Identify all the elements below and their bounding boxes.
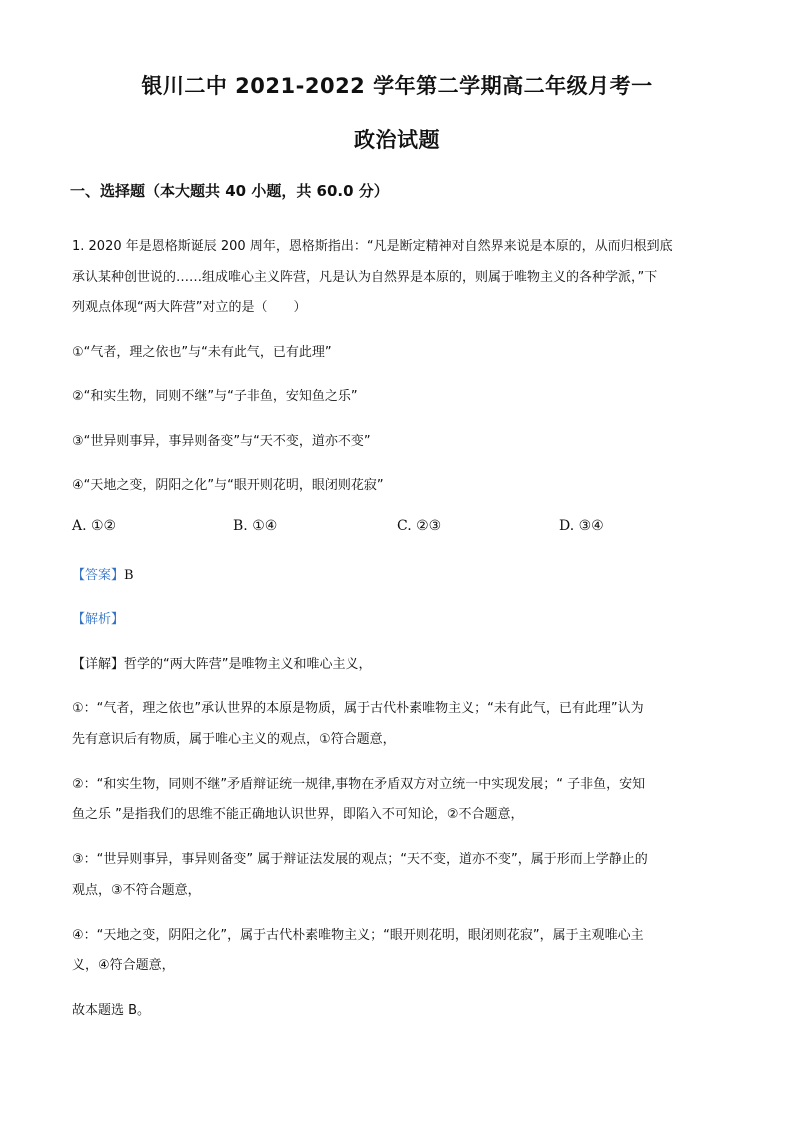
conclusion: 故本题选 B。 [72, 1003, 151, 1018]
question-item: ③“世异则事异，事异则备变”与“天不变，道亦不变” [72, 434, 371, 449]
question-item: ②“和实生物，同则不继”与“子非鱼，安知鱼之乐” [72, 389, 358, 404]
question-stem-line: 列观点体现“两大阵营”对立的是（ ） [72, 300, 307, 315]
section-heading: 一、选择题（本大题共 40 小题，共 60.0 分） [70, 182, 389, 200]
answer-tag: 【答案】 [72, 568, 125, 583]
answer-value: B [124, 568, 134, 583]
question-item: ④“天地之变，阴阳之化”与“眼开则花明，眼闭则花寂” [72, 478, 384, 493]
question-item: ①“气者，理之依也”与“未有此气，已有此理” [72, 345, 332, 360]
option-c: C. ②③ [397, 518, 442, 534]
question-stem-line: 承认某种创世说的……组成唯心主义阵营，凡是认为自然界是本原的，则属于唯物主义的各种学派，”下 [72, 270, 658, 285]
detail-line: 义，④符合题意， [72, 958, 175, 973]
detail-line: ②：“和实生物，同则不继”矛盾辩证统一规律,事物在矛盾双方对立统一中实现发展；“ 子非鱼，安知 [72, 777, 646, 792]
detail-line: 先有意识后有物质，属于唯心主义的观点，①符合题意， [72, 732, 396, 747]
detail-line: ③：“世异则事异，事异则备变” 属于辩证法发展的观点；“天不变，道亦不变”，属于形而上学静止的 [72, 852, 648, 867]
detail-tag: 【详解】 [72, 657, 125, 672]
detail-line: 鱼之乐 ”是指我们的思维不能正确地认识世界，即陷入不可知论，②不合题意， [72, 807, 524, 822]
detail-line: 观点，③不符合题意， [72, 883, 201, 898]
detail-first-line [72, 653, 722, 672]
analysis-tag: 【解析】 [72, 612, 125, 627]
page-title: 银川二中 2021-2022 学年第二学期高二年级月考一 [141, 74, 653, 98]
answer-row [72, 564, 722, 583]
detail-line: ④：“天地之变，阴阳之化”，属于古代朴素唯物主义；“眼开则花明，眼闭则花寂”，属于主观唯心主 [72, 928, 644, 943]
page-subtitle: 政治试题 [354, 128, 440, 152]
option-b: B. ①④ [233, 518, 278, 534]
question-stem-line: 1. 2020 年是恩格斯诞辰 200 周年，恩格斯指出：“凡是断定精神对自然界来说是本原的，从而归根到底 [72, 239, 673, 254]
option-a: A. ①② [72, 518, 117, 534]
option-d: D. ③④ [559, 518, 604, 534]
detail-first: 哲学的“两大阵营”是唯物主义和唯心主义， [124, 657, 372, 672]
detail-line: ①：“气者，理之依也”承认世界的本原是物质，属于古代朴素唯物主义；“未有此气，已有此理”认为 [72, 701, 644, 716]
